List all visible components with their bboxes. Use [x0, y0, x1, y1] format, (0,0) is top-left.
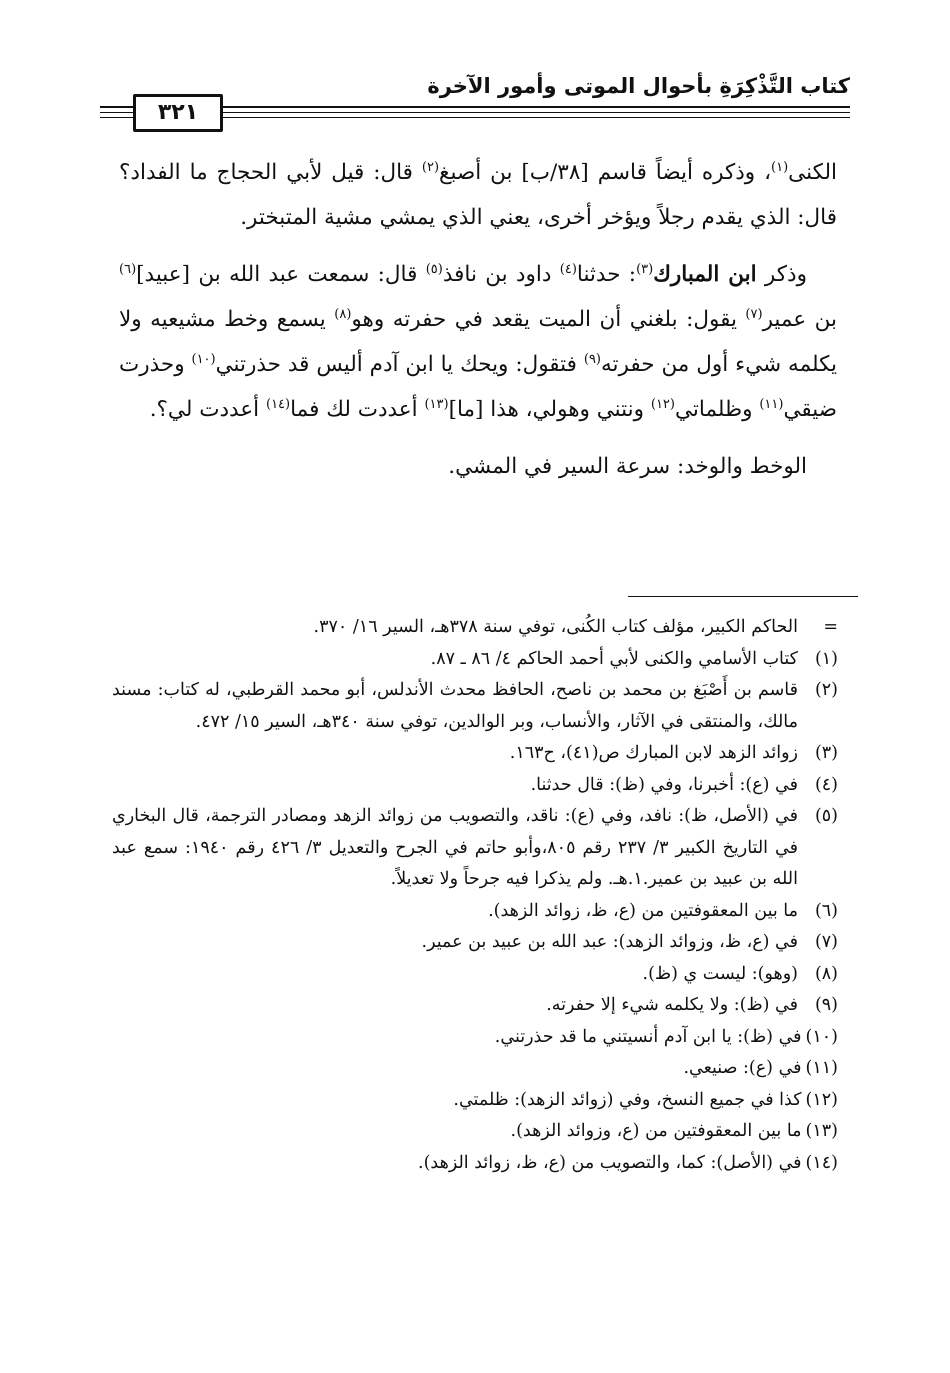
footnote-number: (٧) — [814, 932, 838, 952]
paragraph: الوخط والوخد: سرعة السير في المشي. — [448, 454, 807, 479]
footnote-text: ما بين المعقوفتين من (ع، وزوائد الزهد). — [510, 1121, 802, 1141]
footnote-ref: (١١) — [759, 396, 784, 412]
footnote-ref: (٥) — [425, 261, 443, 277]
footnote — [112, 612, 838, 644]
footnote — [112, 1148, 838, 1180]
footnotes — [112, 612, 838, 1179]
footnote-ref: (١٢) — [650, 396, 675, 412]
footnote-text: في (ع): صنيعي. — [683, 1058, 802, 1078]
footnote-number: (٢) — [814, 680, 838, 700]
footnote-ref: (٣) — [636, 261, 654, 277]
page-header — [100, 70, 850, 130]
footnote-text: في (الأصل، ظ): نافد، وفي (ع): ناقد، والتصويب من زوائد الزهد ومصادر الترجمة، قال البخاري في التاريخ الكبير ٣/ ٢٣٧ رقم ٨٠٥،وأبو حاتم في الجرح والتعديل ٣/ ٤٢٦ رقم ١٩٤٠: سمع عبد الله بن عبيد بن عمير.١.هـ. ولم يذكرا فيه جرحاً ولا تعديلاً. — [112, 806, 798, 889]
footnote-number: = — [823, 617, 838, 637]
footnote — [112, 675, 838, 738]
footnote — [112, 990, 838, 1022]
footnote — [112, 959, 838, 991]
footnote-number: (١٢) — [805, 1089, 838, 1110]
page-number: ٣٢١ — [133, 94, 223, 132]
paragraph: الكنى$^{(١)}$، وذكره أيضاً قاسم [٣٨/ب] بن أصبغ$^{(٢)}$ قال: قيل لأبي الحجاج ما الفداد؟ قال: الذي يقدم رجلاً ويؤخر أخرى، يعني الذي يمشي مشية المتبختر. — [119, 159, 837, 230]
footnote-ref: (١٣) — [424, 396, 449, 412]
paragraph: وذكر ابن المبارك$^{(٣)}$: حدثنا$^{(٤)}$ داود بن نافذ$^{(٥)}$ قال: سمعت عبد الله بن [عبيد]$^{(٦)}$ بن عمير$^{(٧)}$ يقول: بلغني أن الميت يقعد في حفرته وهو$^{(٨)}$ يسمع وخط مشيعيه ولا يكلمه شيء أول من حفرته$^{(٩)}$ فتقول: ويحك يا ابن آدم أليس قد حذرتني$^{(١٠)}$ وحذرت ضيقي$^{(١١)}$ وظلماتي$^{(١٢)}$ ونتني وهولي، هذا [ما]$^{(١٣)}$ أعددت لك فما$^{(١٤)}$ أعددت لي؟. — [119, 261, 838, 422]
footnote-text: قاسم بن أَصْبَغ بن محمد بن ناصح، الحافظ محدث الأندلس، أبو محمد القرطبي، له كتاب: مسند مالك، والمنتقى في الآثار، والأنساب، وبر الوالدين، توفي سنة ٣٤٠هـ، السير ١٥/ ٤٧٢. — [112, 680, 798, 732]
main-text — [119, 150, 837, 489]
footnote-number: (٤) — [814, 774, 838, 795]
footnote — [112, 1085, 838, 1117]
footnote-text: في (ظ): يا ابن آدم أنسيتني ما قد حذرتني. — [494, 1026, 802, 1047]
footnote — [112, 1116, 838, 1148]
bold-name: ابن المبارك — [653, 262, 757, 287]
footnote — [112, 896, 838, 928]
footnote-ref: (٩) — [583, 351, 601, 367]
footnote-ref: (٨) — [334, 306, 352, 322]
footnote-text: الحاكم الكبير، مؤلف كتاب الكُنى، توفي سنة ٣٧٨هـ، السير ١٦/ ٣٧٠. — [313, 617, 798, 637]
footnote-ref: (١) — [771, 159, 789, 175]
footnote-number: (٣) — [814, 743, 838, 763]
running-title: كتاب التَّذْكِرَةِ بأحوال الموتى وأمور الآخرة — [427, 74, 850, 98]
footnote-ref: (٤) — [559, 261, 577, 277]
footnote-ref: (٧) — [745, 306, 763, 322]
footnote-ref: (١٠) — [191, 351, 216, 367]
footnote-text: زوائد الزهد لابن المبارك ص(٤١)، ح١٦٣. — [509, 743, 798, 763]
footnote — [112, 1022, 838, 1054]
footnote-separator — [628, 596, 858, 597]
footnote-ref: (٦) — [119, 261, 137, 277]
footnote-number: (١١) — [805, 1058, 838, 1078]
footnote — [112, 738, 838, 770]
footnote-number: (٥) — [814, 806, 838, 826]
footnote-text: في (ع، ظ، وزوائد الزهد): عبد الله بن عبيد بن عمير. — [421, 932, 798, 952]
footnote-number: (٨) — [814, 963, 838, 984]
footnote — [112, 1053, 838, 1085]
footnote-text: في (ظ): ولا يكلمه شيء إلا حفرته. — [546, 995, 798, 1015]
footnote-text: كتاب الأسامي والكنى لأبي أحمد الحاكم ٤/ ٨٦ ـ ٨٧. — [430, 648, 798, 669]
footnote-ref: (١٤) — [265, 396, 291, 412]
footnote-number: (٦) — [814, 900, 838, 921]
footnote-ref: (٢) — [421, 159, 440, 175]
footnote — [112, 770, 838, 802]
footnote-text: في (ع): أخبرنا، وفي (ظ): قال حدثنا. — [530, 774, 798, 795]
footnote — [112, 644, 838, 676]
footnote-number: (١) — [814, 648, 838, 669]
footnote-text: (وهو): ليست ي (ظ). — [642, 963, 798, 984]
footnote-number: (١٠) — [805, 1026, 838, 1047]
footnote-number: (١٣) — [805, 1121, 838, 1141]
footnote-number: (٩) — [814, 995, 838, 1015]
footnote — [112, 801, 838, 896]
footnote-text: كذا في جميع النسخ، وفي (زوائد الزهد): ظلمتي. — [453, 1089, 802, 1110]
footnote-text: في (الأصل): كما، والتصويب من (ع، ظ، زوائد الزهد). — [418, 1152, 802, 1173]
footnote — [112, 927, 838, 959]
footnote-text: ما بين المعقوفتين من (ع، ظ، زوائد الزهد). — [488, 900, 798, 921]
footnote-number: (١٤) — [805, 1152, 838, 1173]
